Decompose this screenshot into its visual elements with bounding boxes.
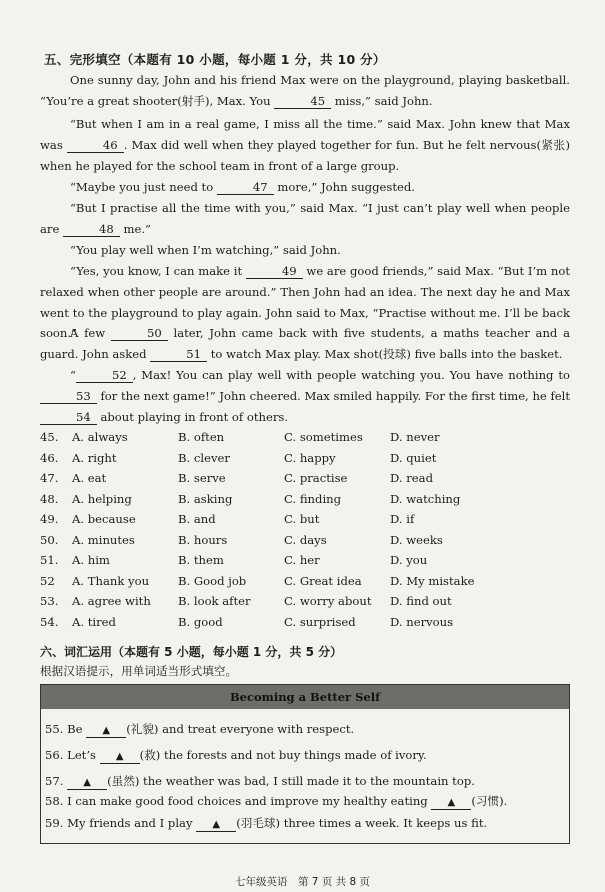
option-b[interactable]: B. them xyxy=(178,553,224,568)
option-row xyxy=(40,489,560,510)
q58-text-end: (习惯). xyxy=(471,794,508,808)
option-b[interactable]: B. serve xyxy=(178,471,226,486)
page-footer: 七年级英语 第 7 页 共 8 页 xyxy=(234,876,371,888)
q56-text-end: (救) the forests and not buy things made of ivory. xyxy=(139,748,427,762)
p8-text-mid: for the next game!” John cheered. Max smiled happily. For the first time, he felt xyxy=(100,388,570,403)
option-row xyxy=(40,509,560,530)
options-table xyxy=(40,427,560,632)
option-a[interactable]: A. Thank you xyxy=(72,573,150,588)
p8-text: , Max! You can play well with people watching you. You have nothing to xyxy=(132,368,570,382)
p7-text-end: to watch Max play. Max shot(投球) five balls into the basket. xyxy=(210,346,563,361)
question-57 xyxy=(45,773,475,790)
p6-text-end: we are good friends,” said Max. “But I’m not relaxed when other people are around.” Then John had an idea. The next day he and Max went to the playground to play again. John said to Max, “Practise without me. I’ll be back soon.” xyxy=(40,264,571,341)
section-6-title: 六、词汇运用（本题有 5 小题，每小题 1 分，共 5 分） xyxy=(40,645,343,659)
option-d[interactable]: D. you xyxy=(390,553,428,568)
question-58 xyxy=(45,793,507,810)
option-row xyxy=(40,612,560,633)
p7-text: A few xyxy=(70,326,106,340)
q55-text-end: (礼貌) and treat everyone with respect. xyxy=(126,722,355,736)
blank-47[interactable]: 47 xyxy=(217,180,274,195)
question-number: 54. xyxy=(40,614,59,629)
option-c[interactable]: C. worry about xyxy=(284,594,372,609)
option-row xyxy=(40,571,560,592)
q59-text-end: (羽毛球) three times a week. It keeps us fit. xyxy=(236,816,488,830)
q55-text: 55. Be xyxy=(45,722,83,736)
blank-52[interactable]: 52 xyxy=(76,368,133,383)
p6-text: “Yes, you know, I can make it xyxy=(70,264,243,278)
option-d[interactable]: D. nervous xyxy=(390,614,454,629)
option-b[interactable]: B. often xyxy=(178,430,225,445)
option-b[interactable]: B. clever xyxy=(178,450,230,465)
paragraph-7 xyxy=(40,323,570,365)
question-55 xyxy=(45,721,354,738)
option-d[interactable]: D. quiet xyxy=(390,450,437,465)
p2-text-end: . Max did well when they played together for fun. But he felt nervous(紧张) when he played for the school team in front of a large group. xyxy=(40,137,571,173)
question-56 xyxy=(45,747,427,764)
paragraph-1 xyxy=(40,70,570,112)
p1-text-end: miss,” said John. xyxy=(334,93,433,108)
blank-46[interactable]: 46 xyxy=(67,138,124,153)
paragraph-3 xyxy=(40,177,570,198)
blank-49[interactable]: 49 xyxy=(246,264,303,279)
q57-text-end: (虽然) the weather was bad, I still made it to the mountain top. xyxy=(107,774,475,788)
q56-text: 56. Let’s xyxy=(45,748,96,762)
paragraph-4 xyxy=(40,198,570,240)
p4-text-end: me.” xyxy=(123,221,151,236)
question-59 xyxy=(45,815,487,832)
option-row xyxy=(40,427,560,448)
option-b[interactable]: B. and xyxy=(178,512,216,527)
option-a[interactable]: A. minutes xyxy=(72,532,135,547)
option-b[interactable]: B. look after xyxy=(178,594,251,609)
blank-53[interactable]: 53 xyxy=(40,389,97,404)
p8-text-end: about playing in front of others. xyxy=(100,409,289,424)
option-a[interactable]: A. eat xyxy=(72,471,107,486)
box-title: Becoming a Better Self xyxy=(41,685,569,709)
blank-50[interactable]: 50 xyxy=(111,326,168,341)
question-number: 45. xyxy=(40,430,59,445)
paragraph-8 xyxy=(40,365,570,427)
answer-blank-57[interactable]: ▲ xyxy=(67,777,107,790)
p1-text: One sunny day, John and his friend Max were on the playground, playing basketball. “You’re a great shooter(射手), Max. You xyxy=(40,73,570,108)
question-number: 48. xyxy=(40,491,59,506)
answer-blank-55[interactable]: ▲ xyxy=(86,725,126,738)
p3-text: “Maybe you just need to xyxy=(70,180,214,194)
answer-blank-59[interactable]: ▲ xyxy=(196,819,236,832)
option-row xyxy=(40,468,560,489)
option-d[interactable]: D. My mistake xyxy=(390,573,475,588)
question-number: 51. xyxy=(40,553,59,568)
option-row xyxy=(40,550,560,571)
option-c[interactable]: C. days xyxy=(284,532,327,547)
option-c[interactable]: C. finding xyxy=(284,491,342,506)
option-c[interactable]: C. sometimes xyxy=(284,430,363,445)
answer-blank-58[interactable]: ▲ xyxy=(431,797,471,810)
p3-text-end: more,” John suggested. xyxy=(277,180,415,194)
option-a[interactable]: A. tired xyxy=(72,614,116,629)
paragraph-5: “You play well when I’m watching,” said John. xyxy=(70,243,341,257)
blank-51[interactable]: 51 xyxy=(150,347,207,362)
question-number: 47. xyxy=(40,471,59,486)
question-number: 46. xyxy=(40,450,59,465)
option-c[interactable]: C. but xyxy=(284,512,320,527)
option-d[interactable]: D. find out xyxy=(390,594,452,609)
blank-48[interactable]: 48 xyxy=(63,222,120,237)
option-c[interactable]: C. practise xyxy=(284,471,348,486)
option-d[interactable]: D. watching xyxy=(390,491,461,506)
blank-45[interactable]: 45 xyxy=(274,94,331,109)
option-row xyxy=(40,591,560,612)
option-row xyxy=(40,448,560,469)
section-5-title: 五、完形填空（本题有 10 小题，每小题 1 分，共 10 分） xyxy=(44,52,386,67)
p2-text: “But when I am in a real game, I miss all the time.” said Max. John knew that Max was xyxy=(40,117,570,152)
p8-quote: “ xyxy=(70,368,76,382)
q57-text: 57. xyxy=(45,774,64,788)
question-number: 50. xyxy=(40,532,59,547)
option-a[interactable]: A. because xyxy=(72,512,136,527)
option-c[interactable]: C. happy xyxy=(284,450,336,465)
question-number: 52 xyxy=(40,573,55,588)
option-b[interactable]: B. asking xyxy=(178,491,233,506)
answer-blank-56[interactable]: ▲ xyxy=(100,751,140,764)
option-b[interactable]: B. good xyxy=(178,614,223,629)
option-a[interactable]: A. right xyxy=(72,450,117,465)
option-a[interactable]: A. agree with xyxy=(72,594,151,609)
option-a[interactable]: A. always xyxy=(72,430,128,445)
q58-text: 58. I can make good food choices and improve my healthy eating xyxy=(45,794,428,808)
vocabulary-box xyxy=(40,684,570,844)
option-c[interactable]: C. Great idea xyxy=(284,573,362,588)
p4-text: “But I practise all the time with you,” said Max. “I just can’t play well when people are xyxy=(40,201,570,236)
option-b[interactable]: B. Good job xyxy=(178,573,247,588)
blank-54[interactable]: 54 xyxy=(40,410,97,425)
question-number: 49. xyxy=(40,512,59,527)
option-d[interactable]: D. if xyxy=(390,512,415,527)
option-c[interactable]: C. surprised xyxy=(284,614,356,629)
option-d[interactable]: D. weeks xyxy=(390,532,443,547)
option-a[interactable]: A. him xyxy=(72,553,110,568)
option-b[interactable]: B. hours xyxy=(178,532,228,547)
option-row xyxy=(40,530,560,551)
option-d[interactable]: D. never xyxy=(390,430,440,445)
q59-text: 59. My friends and I play xyxy=(45,816,193,830)
option-c[interactable]: C. her xyxy=(284,553,320,568)
question-number: 53. xyxy=(40,594,59,609)
option-d[interactable]: D. read xyxy=(390,471,433,486)
p7-text-mid: later, John came back with five students, a maths teacher and a guard. John asked xyxy=(40,326,571,361)
section-6-instruction: 根据汉语提示，用单词适当形式填空。 xyxy=(40,664,238,678)
option-a[interactable]: A. helping xyxy=(72,491,132,506)
paragraph-2 xyxy=(40,114,570,176)
